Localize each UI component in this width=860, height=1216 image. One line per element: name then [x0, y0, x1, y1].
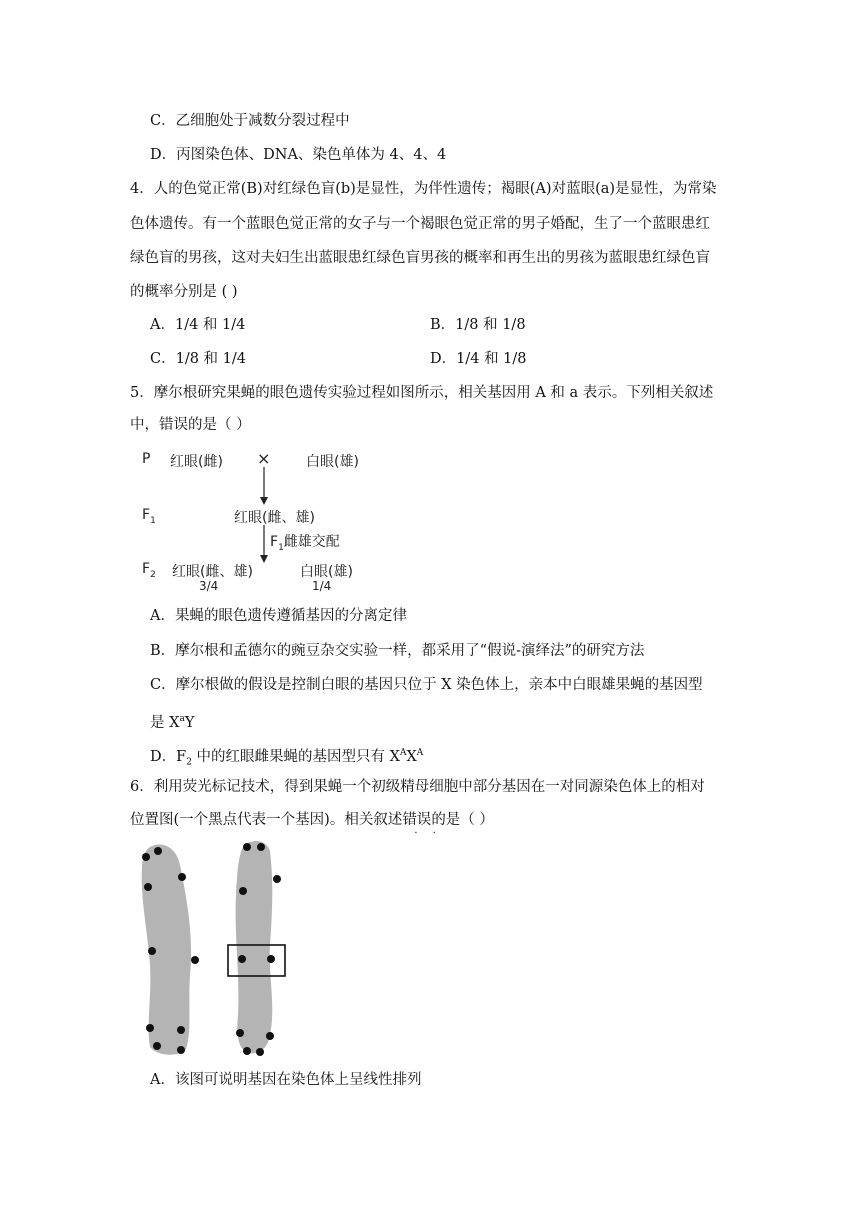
q5-option-d: D．$F_2$ 中的红眼雌果蝇的基因型只有 $X^AX^A$: [150, 748, 424, 768]
q4-option-c: C．1/8 和 1/4: [150, 351, 246, 367]
p-male: 白眼(雄): [306, 454, 359, 470]
q5-stem-line-2: 中，错误的是（ ）: [130, 417, 251, 433]
cross-symbol: ×: [257, 449, 271, 468]
q5-option-c-line-2: 是 $X^aY$: [150, 714, 195, 731]
q4-stem-line-1: 4．人的色觉正常(B)对红绿色盲(b)是显性，为伴性遗传；褐眼(A)对蓝眼(a)是显性，为常染: [130, 181, 717, 197]
q5-stem-line-1: 5．摩尔根研究果蝇的眼色遗传实验过程如图所示，相关基因用 A 和 a 表示。下列相关叙述: [130, 385, 714, 401]
q3-option-c: C．乙细胞处于减数分裂过程中: [150, 113, 350, 129]
q4-option-a: A．1/4 和 1/4: [150, 317, 246, 333]
f1-phenotype: 红眼(雌、雄): [234, 510, 315, 526]
label-f1: $F_1$: [142, 507, 156, 526]
f1-cross-label: $F_1$雌雄交配: [270, 534, 340, 553]
f2-red: 红眼(雌、雄): [172, 564, 253, 580]
arrow-head-1: [260, 497, 268, 505]
arrow-head-2: [260, 555, 268, 563]
label-f2: $F_2$: [142, 561, 156, 580]
q6-stem-line-1: 6．利用荧光标记技术，得到果蝇一个初级精母细胞中部分基因在一对同源染色体上的相对: [130, 779, 705, 795]
cross-diagram: [130, 445, 390, 595]
q6-stem-line-2: 位置图(一个黑点代表一个基因)。相关叙述错误 · ·的是（ ）: [130, 810, 494, 830]
q6-option-a: A．该图可说明基因在染色体上呈线性排列: [150, 1072, 422, 1088]
q4-option-b: B．1/8 和 1/8: [430, 317, 526, 333]
q5-option-b: B．摩尔根和孟德尔的豌豆杂交实验一样，都采用了“假说-演绎法”的研究方法: [150, 643, 645, 659]
q5-option-a: A．果蝇的眼色遗传遵循基因的分离定律: [150, 608, 407, 624]
emphasized-word: 错误 · ·: [402, 812, 431, 828]
q5-option-c-line-1: C．摩尔根做的假设是控制白眼的基因只位于 X 染色体上，亲本中白眼雄果蝇的基因型: [150, 677, 703, 693]
q4-option-d: D．1/4 和 1/8: [430, 351, 527, 367]
chromosome-right: [236, 841, 273, 1053]
p-female: 红眼(雌): [170, 454, 223, 470]
f2-red-ratio: 3/4: [199, 579, 219, 593]
chromosome-diagram: [120, 835, 320, 1065]
q3-option-d: D．丙图染色体、DNA、染色单体为 4、4、4: [150, 147, 447, 163]
q4-stem-line-3: 绿色盲的男孩，这对夫妇生出蓝眼患红绿色盲男孩的概率和再生出的男孩为蓝眼患红绿色盲: [130, 250, 710, 266]
label-p: P: [142, 451, 151, 467]
q4-stem-line-2: 色体遗传。有一个蓝眼色觉正常的女子与一个褐眼色觉正常的男子婚配，生了一个蓝眼患红: [130, 216, 710, 232]
q4-stem-line-4: 的概率分别是 ( ): [130, 284, 238, 300]
f2-white-ratio: 1/4: [312, 579, 332, 593]
f2-white: 白眼(雄): [300, 564, 353, 580]
